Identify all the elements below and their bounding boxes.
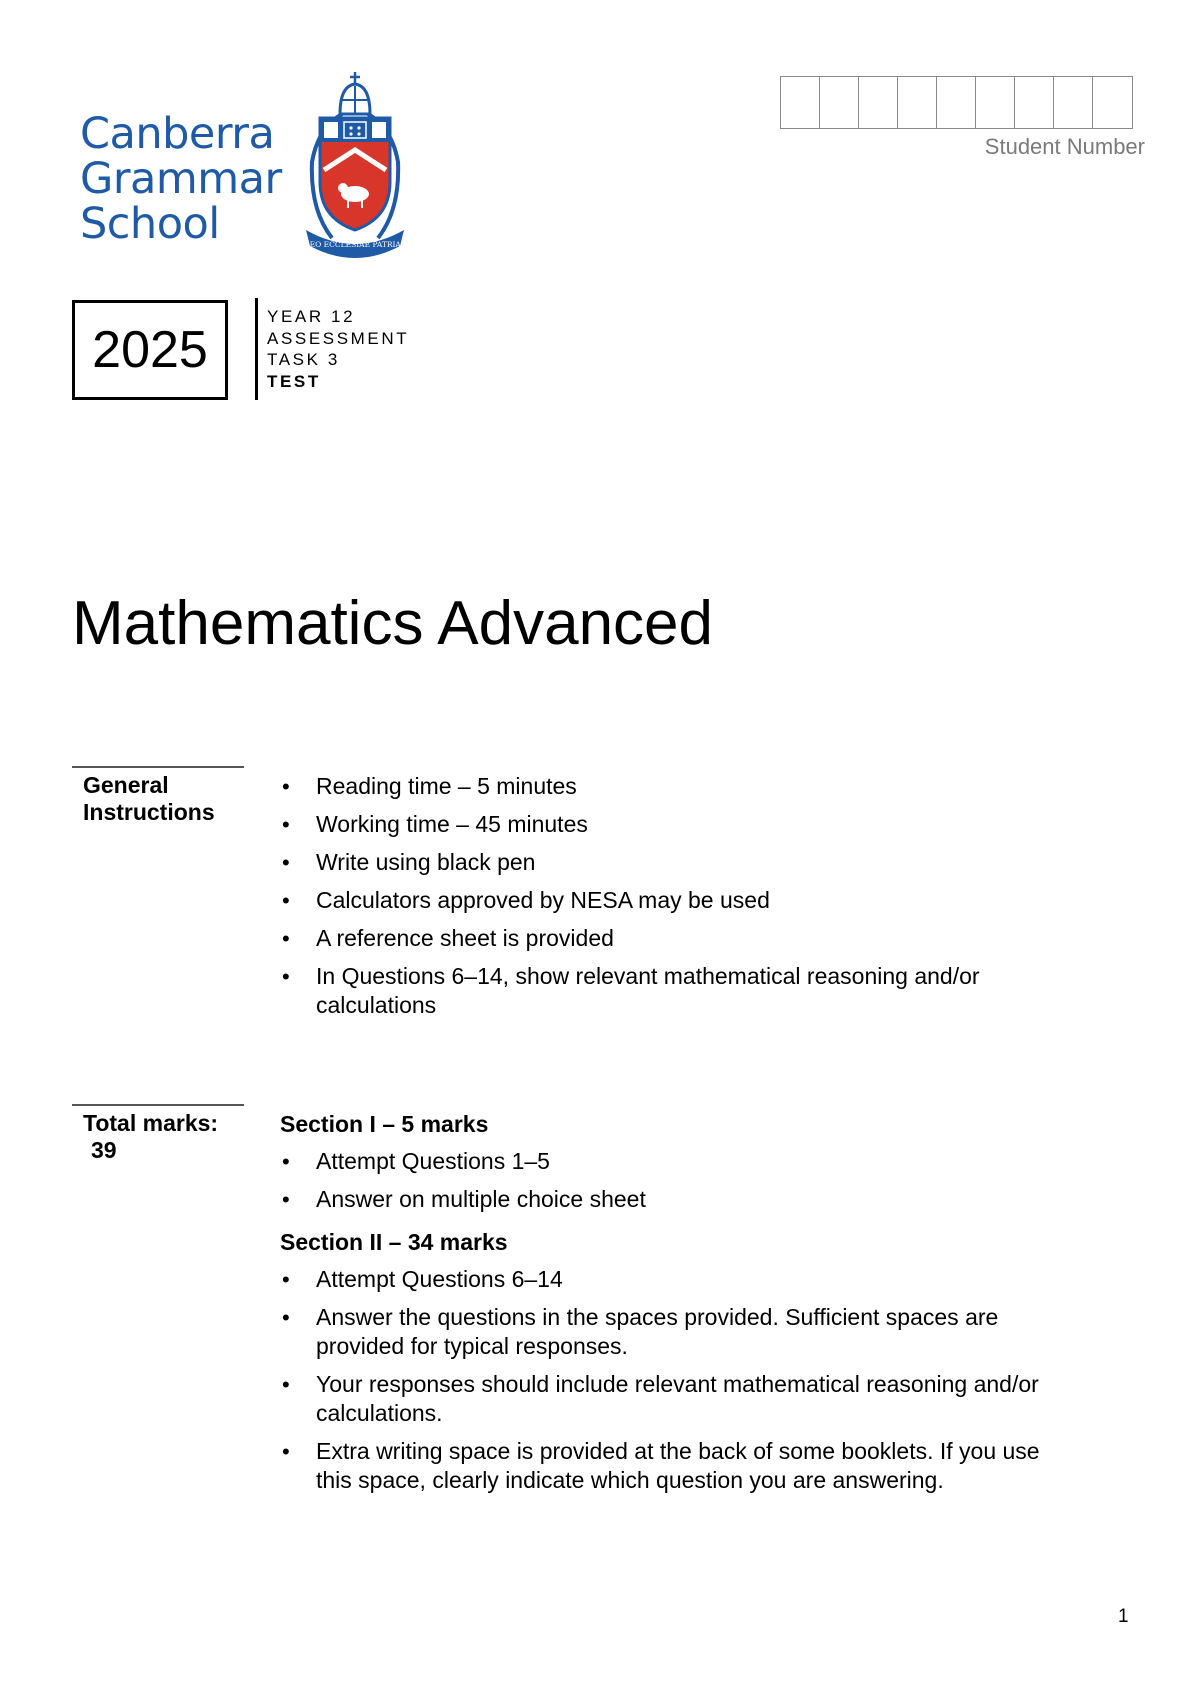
student-number-digit-box[interactable] — [1015, 77, 1054, 128]
list-item — [280, 1370, 1060, 1428]
school-name — [80, 109, 282, 249]
bullet-icon: • — [282, 888, 290, 913]
list-item — [280, 1147, 1060, 1176]
instruction-text: Working time – 45 minutes — [316, 811, 588, 837]
instruction-text: In Questions 6–14, show relevant mathematical reasoning and/or calculations — [316, 963, 980, 1018]
student-number-digit-box[interactable] — [898, 77, 937, 128]
section-item-text: Attempt Questions 1–5 — [316, 1148, 550, 1174]
total-marks-label — [83, 1110, 218, 1164]
instruction-text: A reference sheet is provided — [316, 925, 614, 951]
school-name-line: School — [80, 199, 220, 249]
student-number-label: Student Number — [984, 134, 1145, 159]
section-item-text: Extra writing space is provided at the back of some booklets. If you use this space, clearly indicate which question you are answering. — [316, 1438, 1040, 1493]
list-item — [280, 810, 1060, 839]
general-instructions-label: General Instructions — [83, 772, 215, 825]
list-item — [280, 772, 1060, 801]
list-item — [280, 924, 1060, 953]
instruction-text: Calculators approved by NESA may be used — [316, 887, 770, 913]
instruction-text: Reading time – 5 minutes — [316, 773, 577, 799]
section-heading: Section I – 5 marks — [280, 1111, 489, 1137]
list-item — [280, 886, 1060, 915]
bullet-icon: • — [282, 926, 290, 951]
assessment-line: ASSESSMENT — [267, 328, 410, 348]
total-marks-value: 39 — [91, 1137, 117, 1163]
list-item — [280, 1303, 1060, 1361]
instruction-text: Write using black pen — [316, 849, 536, 875]
student-number-digit-box[interactable] — [1054, 77, 1093, 128]
page-title: Mathematics Advanced — [72, 589, 714, 658]
general-instructions-rule — [72, 766, 244, 768]
task-divider — [255, 298, 258, 400]
section-item-text: Answer on multiple choice sheet — [316, 1186, 646, 1212]
student-number-digit-box[interactable] — [781, 77, 820, 128]
bullet-icon: • — [282, 1305, 290, 1330]
bullet-icon: • — [282, 1267, 290, 1292]
student-number-digit-box[interactable] — [1093, 77, 1132, 128]
svg-text:DEO ECCLESIAE PATRIAE: DEO ECCLESIAE PATRIAE — [303, 240, 407, 249]
total-marks-rule — [72, 1104, 244, 1106]
assessment-line: TASK 3 — [267, 350, 340, 369]
assessment-type: TEST — [267, 371, 321, 391]
list-item — [280, 1185, 1060, 1214]
section-item-text: Your responses should include relevant mathematical reasoning and/or calculations. — [316, 1371, 1039, 1426]
total-marks-caption: Total marks: — [83, 1110, 219, 1136]
section-item-text: Answer the questions in the spaces provided. Sufficient spaces are provided for typical responses. — [316, 1304, 999, 1359]
year-box: 2025 — [72, 300, 228, 400]
section-heading: Section II – 34 marks — [280, 1229, 508, 1255]
sections-list — [280, 1110, 1060, 1504]
section-item-text: Attempt Questions 6–14 — [316, 1266, 563, 1292]
bullet-icon: • — [282, 850, 290, 875]
bullet-icon: • — [282, 1149, 290, 1174]
assessment-task-info — [267, 306, 409, 392]
bullet-icon: • — [282, 1439, 290, 1464]
page-number: 1 — [1118, 1606, 1129, 1627]
student-number-boxes[interactable] — [780, 76, 1133, 129]
list-item — [280, 848, 1060, 877]
school-name-line: Grammar — [80, 154, 282, 204]
list-item — [280, 962, 1060, 1020]
school-name-line: Canberra — [80, 109, 275, 159]
list-item — [280, 1265, 1060, 1294]
student-number-digit-box[interactable] — [820, 77, 859, 128]
student-number-digit-box[interactable] — [937, 77, 976, 128]
student-number-digit-box[interactable] — [976, 77, 1015, 128]
student-number-digit-box[interactable] — [859, 77, 898, 128]
list-item — [280, 1437, 1060, 1495]
bullet-icon: • — [282, 774, 290, 799]
bullet-icon: • — [282, 964, 290, 989]
general-instructions-list — [280, 772, 1060, 1029]
school-crest-icon — [296, 70, 414, 260]
bullet-icon: • — [282, 1187, 290, 1212]
assessment-line: YEAR 12 — [267, 307, 356, 326]
bullet-icon: • — [282, 1372, 290, 1397]
bullet-icon: • — [282, 812, 290, 837]
